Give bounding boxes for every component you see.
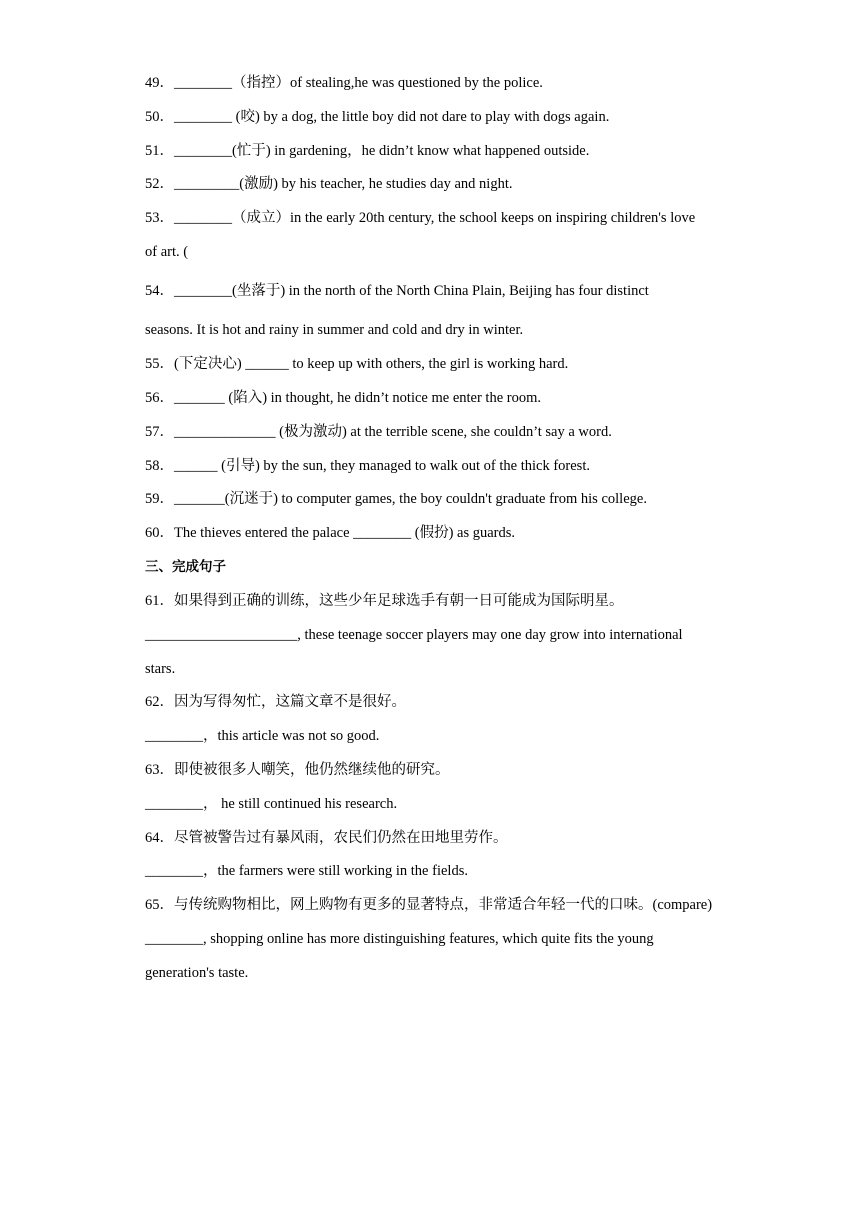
sentence-65-continued: generation's taste. — [145, 965, 249, 981]
sentence-65-blank: ________, shopping online has more distinguishing features, which quite fits the young — [145, 931, 654, 947]
exercise-50: 50．________ (咬) by a dog, the little boy did not dare to play with dogs again. — [145, 109, 610, 125]
section-heading: 三、完成句子 — [145, 559, 226, 575]
exercise-59: 59．_______(沉迷于) to computer games, the boy couldn't graduate from his college. — [145, 491, 647, 507]
exercise-60: 60．The thieves entered the palace ________ (假扮) as guards. — [145, 525, 516, 541]
sentence-64-prompt: 64．尽管被警告过有暴风雨，农民们仍然在田地里劳作。 — [145, 830, 508, 846]
sentence-62-blank: ________，this article was not so good. — [145, 728, 380, 744]
exercise-52: 52．_________(激励) by his teacher, he studies day and night. — [145, 176, 513, 192]
sentence-61-continued: stars. — [145, 661, 176, 677]
exercise-51: 51．________(忙于) in gardening，he didn’t know what happened outside. — [145, 143, 590, 159]
exercise-57: 57．______________ (极为激动) at the terrible scene, she couldn’t say a word. — [145, 424, 612, 440]
exercise-53: 53．________（成立）in the early 20th century, the school keeps on inspiring children's love — [145, 210, 696, 226]
exercise-53-continued: of art. ( — [145, 244, 189, 260]
exercise-55: 55．(下定决心) ______ to keep up with others, the girl is working hard. — [145, 356, 569, 372]
exercise-58: 58．______ (引导) by the sun, they managed to walk out of the thick forest. — [145, 458, 590, 474]
exercise-54-continued: seasons. It is hot and rainy in summer and cold and dry in winter. — [145, 322, 524, 338]
exercise-54: 54．________(坐落于) in the north of the North China Plain, Beijing has four distinct — [145, 283, 649, 299]
sentence-63-blank: ________， he still continued his research. — [145, 796, 398, 812]
sentence-63-prompt: 63．即使被很多人嘲笑，他仍然继续他的研究。 — [145, 762, 450, 778]
sentence-61-prompt: 61．如果得到正确的训练，这些少年足球选手有朝一日可能成为国际明星。 — [145, 593, 624, 609]
exercise-56: 56．_______ (陷入) in thought, he didn’t notice me enter the room. — [145, 390, 541, 406]
exercise-49: 49．________（指控）of stealing,he was questioned by the police. — [145, 75, 543, 91]
sentence-64-blank: ________，the farmers were still working in the fields. — [145, 863, 468, 879]
sentence-61-blank: _____________________, these teenage soccer players may one day grow into international — [145, 627, 683, 643]
sentence-62-prompt: 62．因为写得匆忙，这篇文章不是很好。 — [145, 694, 406, 710]
sentence-65-prompt: 65．与传统购物相比，网上购物有更多的显著特点，非常适合年轻一代的口味。(compare) — [145, 897, 713, 913]
